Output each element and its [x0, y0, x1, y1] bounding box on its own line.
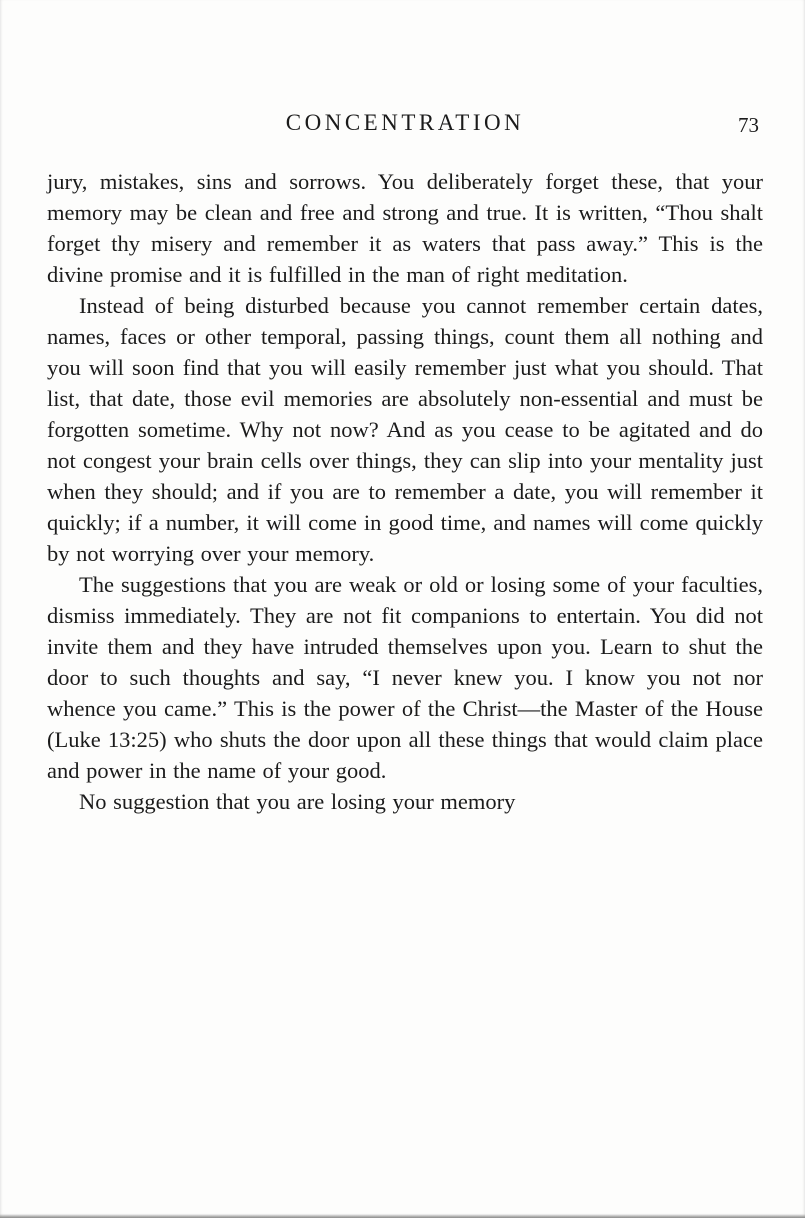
paragraph: The suggestions that you are weak or old or losing some of your faculties, dismiss immediately. They are not fit companions to entertain. You did not invite them and they have intruded themselves upon you. Learn to shut the door to such thoughts and say, “I never knew you. I know you not nor whence you came.” This is the power of the Christ—the Master of the House (Luke 13:25) who shuts the door upon all these things that would claim place and power in the name of your good. [47, 572, 763, 783]
text-column [47, 110, 763, 817]
paragraph-start: No suggestion that you are losing your memory [79, 789, 516, 814]
page-header [47, 110, 763, 150]
scan-edge [0, 1214, 805, 1218]
paragraph-continuation: jury, mistakes, sins and sorrows. You deliberately forget these, that your memory may be clean and free and strong and true. It is written, “Thou shalt forget thy misery and remember it as waters that pass away.” This is the divine promise and it is fulfilled in the man of right meditation. [47, 169, 763, 287]
body-text [47, 166, 763, 817]
chapter-title: CONCENTRATION [285, 110, 525, 135]
page-number: 73 [738, 113, 759, 137]
paragraph: Instead of being disturbed because you cannot remember certain dates, names, faces or other temporal, passing things, count them all nothing and you will soon find that you will easily remember just what you should. That list, that date, those evil memories are absolutely non-essential and must be forgotten sometime. Why not now? And as you cease to be agitated and do not congest your brain cells over things, they can slip into your mentality just when they should; and if you are to remember a date, you will remember it quickly; if a number, it will come in good time, and names will come quickly by not worrying over your memory. [47, 293, 763, 566]
